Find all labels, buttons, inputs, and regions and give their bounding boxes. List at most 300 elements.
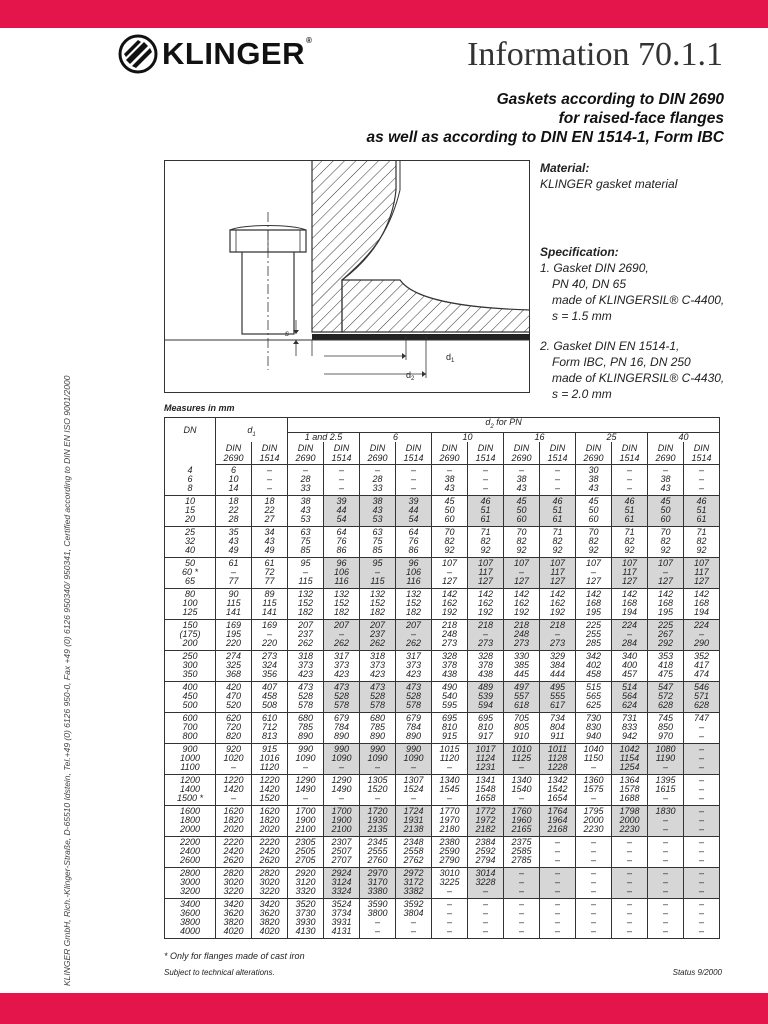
dn-cell: 25 32 40 <box>165 526 216 557</box>
pn-group-header: 40 <box>648 432 720 442</box>
spec-line: 1. Gasket DIN 2690, <box>540 261 649 275</box>
table-cell: – – – <box>612 464 648 495</box>
pn-group-header: 6 <box>360 432 432 442</box>
dn-cell: 2200 2400 2600 <box>165 836 216 867</box>
table-cell: 340 400 457 <box>612 650 648 681</box>
header-d2-sub: 2 <box>490 423 494 430</box>
table-cell: 473 528 578 <box>324 681 360 712</box>
table-cell: – – – – <box>612 898 648 938</box>
table-cell: – – – – <box>432 898 468 938</box>
table-cell: 3010 3225 – <box>432 867 468 898</box>
table-cell: 3524 3734 3931 4131 <box>324 898 360 938</box>
table-cell: – – – <box>684 836 720 867</box>
table-cell: 515 565 625 <box>576 681 612 712</box>
table-cell: 318 373 423 <box>360 650 396 681</box>
table-cell: 63 75 85 <box>288 526 324 557</box>
table-cell: 96 106 116 <box>396 557 432 588</box>
label-s: s <box>285 329 289 338</box>
table-cell: 107 117 127 <box>468 557 504 588</box>
standard-sub-header: DIN 1514 <box>612 442 648 464</box>
table-cell: – – – – <box>468 898 504 938</box>
table-cell: – – – <box>684 774 720 805</box>
table-cell: – – – <box>648 836 684 867</box>
table-cell: – – – <box>540 464 576 495</box>
table-cell: 3420 3620 3820 4020 <box>252 898 288 938</box>
table-cell: 142 168 194 <box>684 588 720 619</box>
table-cell: 107 – 127 <box>504 557 540 588</box>
table-cell: 70 82 92 <box>504 526 540 557</box>
table-cell: 495 555 617 <box>540 681 576 712</box>
table-cell: 132 152 182 <box>360 588 396 619</box>
header-d2-suffix: for PN <box>493 417 522 427</box>
label-d2-letter: d <box>406 370 412 380</box>
table-cell: 2220 2420 2620 <box>216 836 252 867</box>
table-cell: 620 720 820 <box>216 712 252 743</box>
table-cell: 352 417 474 <box>684 650 720 681</box>
table-cell: 96 106 116 <box>324 557 360 588</box>
table-cell: 224 – 284 <box>612 619 648 650</box>
dn-cell: 400 450 500 <box>165 681 216 712</box>
standard-sub-header: DIN 2690 <box>576 442 612 464</box>
table-cell: 1040 1150 – <box>576 743 612 774</box>
table-cell: 142 162 192 <box>432 588 468 619</box>
table-row <box>165 557 720 588</box>
table-cell: 1220 1420 – <box>216 774 252 805</box>
dn-cell: 80 100 125 <box>165 588 216 619</box>
table-cell: 695 810 917 <box>468 712 504 743</box>
dn-cell: 4 6 8 <box>165 464 216 495</box>
table-cell: 2220 2420 2620 <box>252 836 288 867</box>
table-row <box>165 495 720 526</box>
table-cell: 3590 3800 – – <box>360 898 396 938</box>
label-d2-sub: 2 <box>411 376 415 382</box>
table-cell: 107 117 127 <box>612 557 648 588</box>
table-cell: 473 528 578 <box>360 681 396 712</box>
table-cell: 274 325 368 <box>216 650 252 681</box>
table-cell: 89 115 141 <box>252 588 288 619</box>
table-row <box>165 650 720 681</box>
table-cell: 2384 2592 2794 <box>468 836 504 867</box>
table-cell: 46 51 61 <box>684 495 720 526</box>
table-cell: 990 1090 – <box>288 743 324 774</box>
header-d1 <box>216 418 288 443</box>
klinger-logo <box>118 34 312 74</box>
table-cell: 38 43 53 <box>288 495 324 526</box>
table-cell: 225 255 285 <box>576 619 612 650</box>
table-cell: 1340 1540 – <box>504 774 540 805</box>
table-cell: 71 82 92 <box>468 526 504 557</box>
table-cell: 679 784 890 <box>396 712 432 743</box>
table-cell: – – – <box>684 867 720 898</box>
table-cell: 64 76 86 <box>396 526 432 557</box>
dn-cell: 250 300 350 <box>165 650 216 681</box>
table-row <box>165 867 720 898</box>
table-row <box>165 774 720 805</box>
standard-sub-header: DIN 1514 <box>684 442 720 464</box>
table-cell: – 38 43 <box>432 464 468 495</box>
table-cell: 70 82 92 <box>576 526 612 557</box>
table-row <box>165 526 720 557</box>
table-cell: – – – <box>540 836 576 867</box>
table-cell: 2348 2558 2762 <box>396 836 432 867</box>
table-cell: 95 – 115 <box>360 557 396 588</box>
table-cell: 45 50 60 <box>648 495 684 526</box>
table-cell: 1042 1154 1254 <box>612 743 648 774</box>
table-cell: 46 51 61 <box>612 495 648 526</box>
standard-sub-header: DIN 2690 <box>504 442 540 464</box>
table-cell: 45 50 60 <box>432 495 468 526</box>
bottom-color-band <box>0 993 768 1024</box>
table-row <box>165 805 720 836</box>
standard-sub-header: DIN 2690 <box>432 442 468 464</box>
table-cell: 142 162 192 <box>468 588 504 619</box>
spec-line: PN 40, DN 65 <box>552 277 627 291</box>
standard-sub-header: DIN 2690 <box>648 442 684 464</box>
document-number: Information 70.1.1 <box>467 36 723 73</box>
table-cell: 218 – 273 <box>540 619 576 650</box>
table-cell: 610 712 813 <box>252 712 288 743</box>
table-cell: 2820 3020 3220 <box>216 867 252 898</box>
table-cell: 6 10 14 <box>216 464 252 495</box>
sub-header-row <box>165 442 720 464</box>
table-cell: 30 38 43 <box>576 464 612 495</box>
table-cell: 1290 1490 – <box>288 774 324 805</box>
table-cell: 46 51 61 <box>540 495 576 526</box>
specification-panel <box>540 160 730 402</box>
table-cell: 2305 2505 2705 <box>288 836 324 867</box>
table-cell: 1305 1520 – <box>360 774 396 805</box>
table-cell: 679 784 890 <box>324 712 360 743</box>
dn-cell: 2800 3000 3200 <box>165 867 216 898</box>
table-row <box>165 588 720 619</box>
table-cell: 1772 1972 2182 <box>468 805 504 836</box>
table-cell: 1764 1964 2168 <box>540 805 576 836</box>
table-cell: 90 115 141 <box>216 588 252 619</box>
table-cell: 1620 1820 2020 <box>216 805 252 836</box>
table-cell: 142 162 192 <box>504 588 540 619</box>
table-cell: 64 76 86 <box>324 526 360 557</box>
table-cell: 1620 1820 2020 <box>252 805 288 836</box>
table-cell: 71 82 92 <box>684 526 720 557</box>
table-cell: 328 378 438 <box>432 650 468 681</box>
table-cell: 1290 1490 – <box>324 774 360 805</box>
table-cell: 207 – 262 <box>324 619 360 650</box>
table-cell: 218 248 273 <box>432 619 468 650</box>
table-cell: 2924 3124 3324 <box>324 867 360 898</box>
top-color-band <box>0 0 768 28</box>
table-cell: – – – <box>468 464 504 495</box>
table-cell: 61 72 77 <box>252 557 288 588</box>
table-cell: 1795 2000 2230 <box>576 805 612 836</box>
table-cell: – – – – <box>504 898 540 938</box>
table-cell: – – – <box>504 867 540 898</box>
table-cell: 473 528 578 <box>396 681 432 712</box>
table-cell: 329 384 444 <box>540 650 576 681</box>
standard-sub-header: DIN 2690 <box>288 442 324 464</box>
table-cell: 142 168 194 <box>612 588 648 619</box>
table-cell: – – – – <box>648 898 684 938</box>
table-cell: – – – <box>576 836 612 867</box>
table-cell: 2972 3172 3382 <box>396 867 432 898</box>
table-cell: – – – <box>612 867 648 898</box>
table-cell: 207 237 262 <box>288 619 324 650</box>
table-cell: – – – <box>684 464 720 495</box>
table-cell: 39 44 54 <box>324 495 360 526</box>
header-dn: DN <box>165 418 216 465</box>
table-cell: 107 117 127 <box>540 557 576 588</box>
table-body <box>165 464 720 938</box>
table-cell: 2380 2590 2790 <box>432 836 468 867</box>
company-address-vertical: KLINGER GmbH, Rich.-Klinger-Straße, D-65510 Idstein, Tel.+49 (0) 6126 950-0, Fax +49 (0) 6126 950340/ 950341, Certified according to DIN EN ISO 9001/2000 <box>62 375 72 986</box>
table-row <box>165 836 720 867</box>
table-cell: 1364 1578 1688 <box>612 774 648 805</box>
table-cell: 39 44 54 <box>396 495 432 526</box>
subtitle-line: Gaskets according to DIN 2690 <box>496 91 724 108</box>
table-cell: 2970 3170 3380 <box>360 867 396 898</box>
table-cell: 218 – 273 <box>468 619 504 650</box>
table-cell: 1770 1970 2180 <box>432 805 468 836</box>
table-cell: 63 75 85 <box>360 526 396 557</box>
table-cell: 38 43 53 <box>360 495 396 526</box>
table-cell: 71 82 92 <box>612 526 648 557</box>
table-cell: 695 810 915 <box>432 712 468 743</box>
subtitle-line: as well as according to DIN EN 1514-1, Form IBC <box>366 129 724 146</box>
dn-cell: 150 (175) 200 <box>165 619 216 650</box>
table-cell: 273 324 356 <box>252 650 288 681</box>
spec-line: 2. Gasket DIN EN 1514-1, <box>540 339 680 353</box>
pn-group-header: 16 <box>504 432 576 442</box>
table-cell: 107 – 127 <box>576 557 612 588</box>
pn-group-header: 10 <box>432 432 504 442</box>
table-cell: 330 385 445 <box>504 650 540 681</box>
table-cell: – – – <box>684 743 720 774</box>
table-cell: 95 – 115 <box>288 557 324 588</box>
standard-sub-header: DIN 1514 <box>396 442 432 464</box>
table-cell: 169 – 220 <box>252 619 288 650</box>
table-cell: 35 43 49 <box>216 526 252 557</box>
table-row <box>165 898 720 938</box>
table-cell: 497 557 618 <box>504 681 540 712</box>
table-cell: 680 785 890 <box>288 712 324 743</box>
table-cell: 1017 1124 1231 <box>468 743 504 774</box>
table-cell: 70 82 92 <box>648 526 684 557</box>
standard-sub-header: DIN 1514 <box>540 442 576 464</box>
table-cell: 3592 3804 – – <box>396 898 432 938</box>
label-d2 <box>406 370 415 382</box>
spec-line: s = 1.5 mm <box>552 309 612 323</box>
table-cell: 61 – 77 <box>216 557 252 588</box>
table-cell: 207 237 262 <box>360 619 396 650</box>
table-cell: – 28 33 <box>288 464 324 495</box>
table-cell: 1340 1545 – <box>432 774 468 805</box>
table-cell: 680 785 890 <box>360 712 396 743</box>
table-row <box>165 743 720 774</box>
table-cell: 731 833 942 <box>612 712 648 743</box>
table-cell: 317 373 423 <box>324 650 360 681</box>
table-cell: 1307 1524 – <box>396 774 432 805</box>
table-cell: 1830 – – <box>648 805 684 836</box>
table-cell: – – – – <box>540 898 576 938</box>
table-cell: 490 540 595 <box>432 681 468 712</box>
table-cell: 546 571 628 <box>684 681 720 712</box>
table-cell: – – – <box>612 836 648 867</box>
specification-block <box>540 244 730 402</box>
table-cell: 745 850 970 <box>648 712 684 743</box>
table-cell: 1360 1575 – <box>576 774 612 805</box>
table-cell: – – – <box>396 464 432 495</box>
table-cell: 915 1016 1120 <box>252 743 288 774</box>
table-cell: 1342 1542 1654 <box>540 774 576 805</box>
table-cell: – 38 43 <box>648 464 684 495</box>
table-cell: 730 830 940 <box>576 712 612 743</box>
table-cell: 3520 3730 3930 4130 <box>288 898 324 938</box>
header-d2-letter: d <box>485 417 491 427</box>
table-cell: 990 1090 – <box>360 743 396 774</box>
table-cell: 2375 2585 2785 <box>504 836 540 867</box>
table-cell: 1341 1548 1658 <box>468 774 504 805</box>
table-cell: – – – – <box>684 898 720 938</box>
table-cell: 489 539 594 <box>468 681 504 712</box>
table-cell: 420 470 520 <box>216 681 252 712</box>
table-cell: 547 572 628 <box>648 681 684 712</box>
header-d1-letter: d <box>247 425 253 435</box>
table-cell: 342 402 458 <box>576 650 612 681</box>
header-d1-sub: 1 <box>252 431 256 438</box>
table-cell: 3420 3620 3820 4020 <box>216 898 252 938</box>
table-cell: 71 82 92 <box>540 526 576 557</box>
pn-group-header: 25 <box>576 432 648 442</box>
table-footnote: * Only for flanges made of cast iron <box>164 951 305 961</box>
table-cell: 107 117 127 <box>684 557 720 588</box>
table-cell: 224 – 290 <box>684 619 720 650</box>
table-cell: 990 1090 – <box>324 743 360 774</box>
dn-cell: 900 1000 1100 <box>165 743 216 774</box>
subtitle-line: for raised-face flanges <box>558 110 724 127</box>
d1-din1514-header: DIN 1514 <box>252 442 288 464</box>
dn-cell: 1600 1800 2000 <box>165 805 216 836</box>
subject-note: Subject to technical alterations. <box>164 968 275 977</box>
table-cell: 2920 3120 3320 <box>288 867 324 898</box>
pn-group-header: 1 and 2.5 <box>288 432 360 442</box>
label-d1 <box>446 352 455 364</box>
specification-heading: Specification: <box>540 245 619 259</box>
table-cell: 1080 1190 – <box>648 743 684 774</box>
spec-line: made of KLINGERSIL® C-4430, <box>552 371 725 385</box>
table-cell: 1720 1930 2135 <box>360 805 396 836</box>
table-cell: – 28 33 <box>360 464 396 495</box>
table-cell: 18 22 27 <box>252 495 288 526</box>
dn-cell: 3400 3600 3800 4000 <box>165 898 216 938</box>
table-cell: 920 1020 – <box>216 743 252 774</box>
table-cell: 747 – – <box>684 712 720 743</box>
dn-cell: 600 700 800 <box>165 712 216 743</box>
logo-wordmark: KLINGER® <box>162 36 313 71</box>
table-cell: 1220 1420 1520 <box>252 774 288 805</box>
standard-sub-header: DIN 2690 <box>360 442 396 464</box>
material-heading: Material: <box>540 161 590 175</box>
table-cell: 1010 1125 – <box>504 743 540 774</box>
dn-cell: 50 60 * 65 <box>165 557 216 588</box>
table-cell: 1724 1931 2138 <box>396 805 432 836</box>
table-cell: – – – <box>324 464 360 495</box>
table-caption: Measures in mm <box>164 403 235 413</box>
label-d1-letter: d <box>446 352 452 362</box>
table-cell: 318 373 423 <box>288 650 324 681</box>
table-cell: 1700 1900 2100 <box>288 805 324 836</box>
table-cell: 142 162 192 <box>540 588 576 619</box>
table-cell: 734 804 911 <box>540 712 576 743</box>
spec-line: made of KLINGERSIL® C-4400, <box>552 293 725 307</box>
table-cell: 328 378 438 <box>468 650 504 681</box>
table-cell: 70 82 92 <box>432 526 468 557</box>
spec-line: s = 2.0 mm <box>552 387 612 401</box>
table-cell: – 38 43 <box>504 464 540 495</box>
table-cell: 317 373 423 <box>396 650 432 681</box>
table-cell: 225 267 292 <box>648 619 684 650</box>
table-row <box>165 712 720 743</box>
table-cell: 169 195 220 <box>216 619 252 650</box>
table-cell: 1760 1960 2165 <box>504 805 540 836</box>
table-cell: 107 – 127 <box>432 557 468 588</box>
table-cell: 1798 2000 2230 <box>612 805 648 836</box>
table-cell: 46 51 61 <box>468 495 504 526</box>
table-cell: 705 805 910 <box>504 712 540 743</box>
table-cell: 45 50 60 <box>504 495 540 526</box>
table-row <box>165 619 720 650</box>
table-row <box>165 464 720 495</box>
table-cell: 18 22 28 <box>216 495 252 526</box>
table-cell: – – – <box>540 867 576 898</box>
document-subtitle <box>367 90 724 147</box>
label-d1-sub: 1 <box>451 358 455 364</box>
table-cell: 132 152 182 <box>324 588 360 619</box>
table-cell: 1395 1615 – <box>648 774 684 805</box>
table-cell: 45 50 60 <box>576 495 612 526</box>
table-cell: 107 – 127 <box>648 557 684 588</box>
dn-cell: 1200 1400 1500 * <box>165 774 216 805</box>
table-cell: 990 1090 – <box>396 743 432 774</box>
table-cell: 142 168 195 <box>648 588 684 619</box>
standard-sub-header: DIN 1514 <box>468 442 504 464</box>
spec-line: Form IBC, PN 16, DN 250 <box>552 355 691 369</box>
table-cell: 132 152 182 <box>396 588 432 619</box>
table-cell: 3014 3228 – <box>468 867 504 898</box>
table-cell: 2345 2555 2760 <box>360 836 396 867</box>
table-cell: 207 – 262 <box>396 619 432 650</box>
material-text: KLINGER gasket material <box>540 177 678 191</box>
table-cell: 2820 3020 3220 <box>252 867 288 898</box>
table-cell: 1011 1128 1228 <box>540 743 576 774</box>
klinger-emblem-icon <box>118 34 158 74</box>
table-cell: 473 528 578 <box>288 681 324 712</box>
table-cell: 142 168 195 <box>576 588 612 619</box>
table-cell: 132 152 182 <box>288 588 324 619</box>
table-cell: 353 418 475 <box>648 650 684 681</box>
table-cell: 407 458 508 <box>252 681 288 712</box>
table-cell: 34 43 49 <box>252 526 288 557</box>
table-cell: – – – – <box>576 898 612 938</box>
standard-sub-header: DIN 1514 <box>324 442 360 464</box>
table-cell: – – – <box>576 867 612 898</box>
table-cell: – – – <box>684 805 720 836</box>
table-cell: 514 564 624 <box>612 681 648 712</box>
table-cell: 218 248 273 <box>504 619 540 650</box>
table-cell: – – – <box>252 464 288 495</box>
table-cell: 1015 1120 – <box>432 743 468 774</box>
table-cell: 2307 2507 2707 <box>324 836 360 867</box>
material-block <box>540 160 730 192</box>
table-cell: 1700 1900 2100 <box>324 805 360 836</box>
